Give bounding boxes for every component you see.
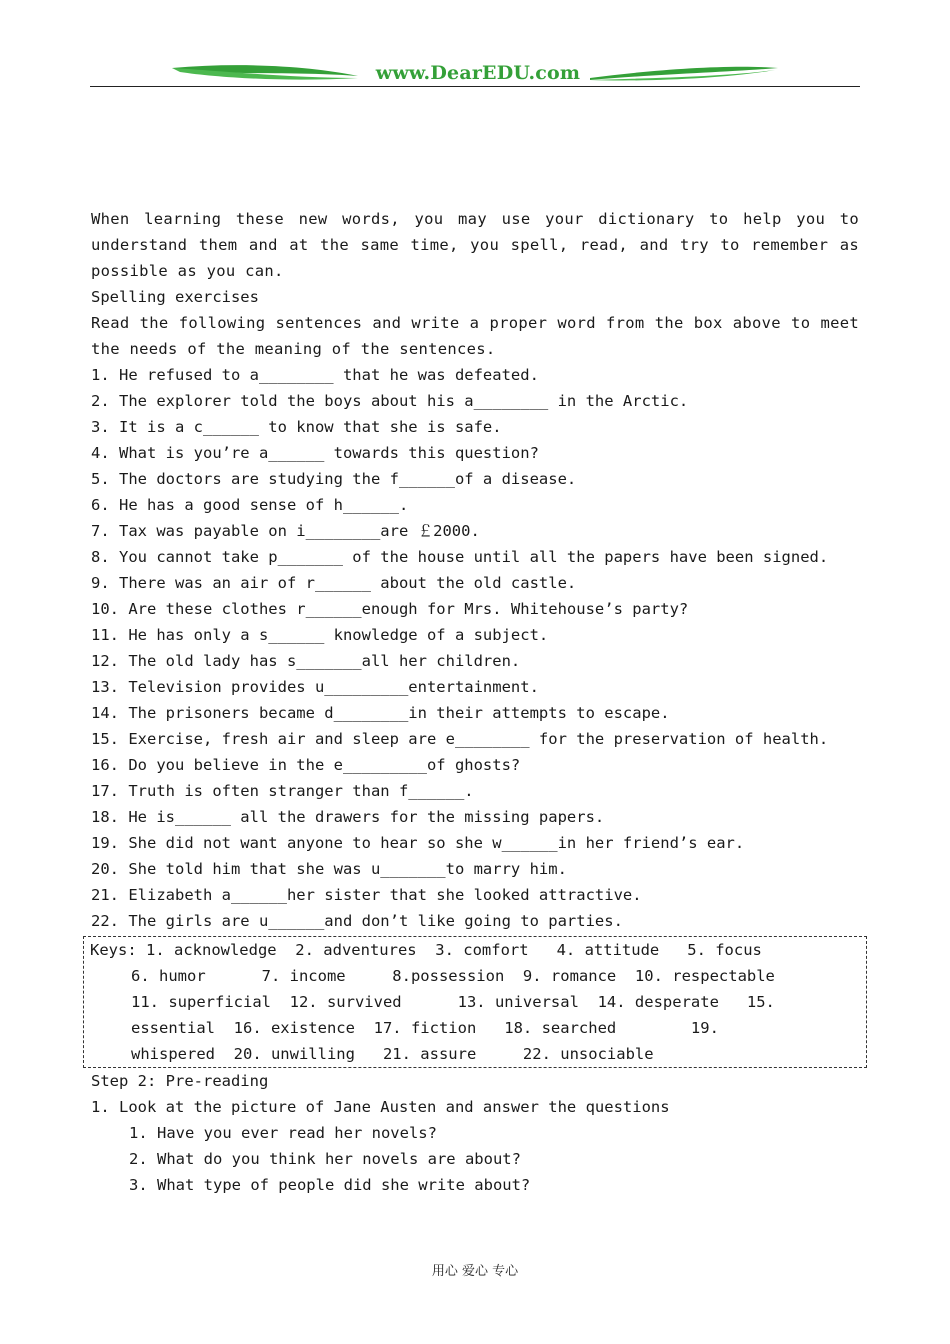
question-item: 7. Tax was payable on i________are ￡2000. xyxy=(91,522,480,540)
question-item: 18. He is______ all the drawers for the missing papers. xyxy=(91,808,605,826)
question-item: 3. It is a c______ to know that she is safe. xyxy=(91,418,502,436)
keys-line: whispered 20. unwilling 21. assure 22. unsociable xyxy=(131,1045,654,1063)
question-item: 20. She told him that she was u_______to marry him. xyxy=(91,860,567,878)
keys-line: 11. superficial 12. survived 13. universal 14. desperate 15. xyxy=(131,993,775,1011)
question-item: 4. What is you’re a______ towards this question? xyxy=(91,444,539,462)
question-item: 9. There was an air of r______ about the old castle. xyxy=(91,574,577,592)
instruction-paragraph: Read the following sentences and write a proper word from the box above to meet the needs of the meaning of the sentences. xyxy=(91,314,859,358)
question-item: 10. Are these clothes r______enough for Mrs. Whitehouse’s party? xyxy=(91,600,689,618)
keys-line: essential 16. existence 17. fiction 18. searched 19. xyxy=(131,1019,719,1037)
answer-keys-box xyxy=(83,936,867,1068)
question-item: 1. He refused to a________ that he was defeated. xyxy=(91,366,539,384)
section-title-spelling: Spelling exercises xyxy=(91,288,259,306)
site-logo-text: www.DearEDU.com xyxy=(375,62,581,84)
page-footer: 用心 爱心 专心 xyxy=(431,1264,519,1279)
keys-line: Keys: 1. acknowledge 2. adventures 3. comfort 4. attitude 5. focus xyxy=(90,941,762,959)
question-item: 22. The girls are u______and don’t like going to parties. xyxy=(91,912,623,930)
question-item: 13. Television provides u_________entertainment. xyxy=(91,678,539,696)
question-item: 15. Exercise, fresh air and sleep are e________ for the preservation of health. xyxy=(91,730,829,748)
prereading-question: 2. What do you think her novels are about? xyxy=(129,1150,521,1168)
keys-line: 6. humor 7. income 8.possession 9. romance 10. respectable xyxy=(131,967,775,985)
document-body xyxy=(91,206,859,1198)
prereading-question: 3. What type of people did she write about? xyxy=(129,1176,531,1194)
page-header xyxy=(90,58,860,90)
header-divider xyxy=(90,86,860,87)
question-item: 11. He has only a s______ knowledge of a subject. xyxy=(91,626,549,644)
question-item: 5. The doctors are studying the f______of a disease. xyxy=(91,470,577,488)
question-item: 17. Truth is often stranger than f______. xyxy=(91,782,474,800)
section-title-prereading: Step 2: Pre-reading xyxy=(91,1072,269,1090)
question-item: 21. Elizabeth a______her sister that she looked attractive. xyxy=(91,886,642,904)
prereading-task: 1. Look at the picture of Jane Austen and answer the questions xyxy=(91,1098,670,1116)
questions-list xyxy=(91,362,859,934)
question-item: 19. She did not want anyone to hear so she w______in her friend’s ear. xyxy=(91,834,745,852)
question-item: 14. The prisoners became d________in their attempts to escape. xyxy=(91,704,670,722)
question-item: 2. The explorer told the boys about his a________ in the Arctic. xyxy=(91,392,689,410)
question-item: 16. Do you believe in the e_________of ghosts? xyxy=(91,756,521,774)
question-item: 6. He has a good sense of h______. xyxy=(91,496,409,514)
prereading-question: 1. Have you ever read her novels? xyxy=(129,1124,437,1142)
intro-paragraph: When learning these new words, you may use your dictionary to help you to understand them and at the same time, you spell, read, and try to remember as possible as you can. xyxy=(91,210,859,280)
question-item: 12. The old lady has s_______all her children. xyxy=(91,652,521,670)
question-item: 8. You cannot take p_______ of the house until all the papers have been signed. xyxy=(91,548,829,566)
